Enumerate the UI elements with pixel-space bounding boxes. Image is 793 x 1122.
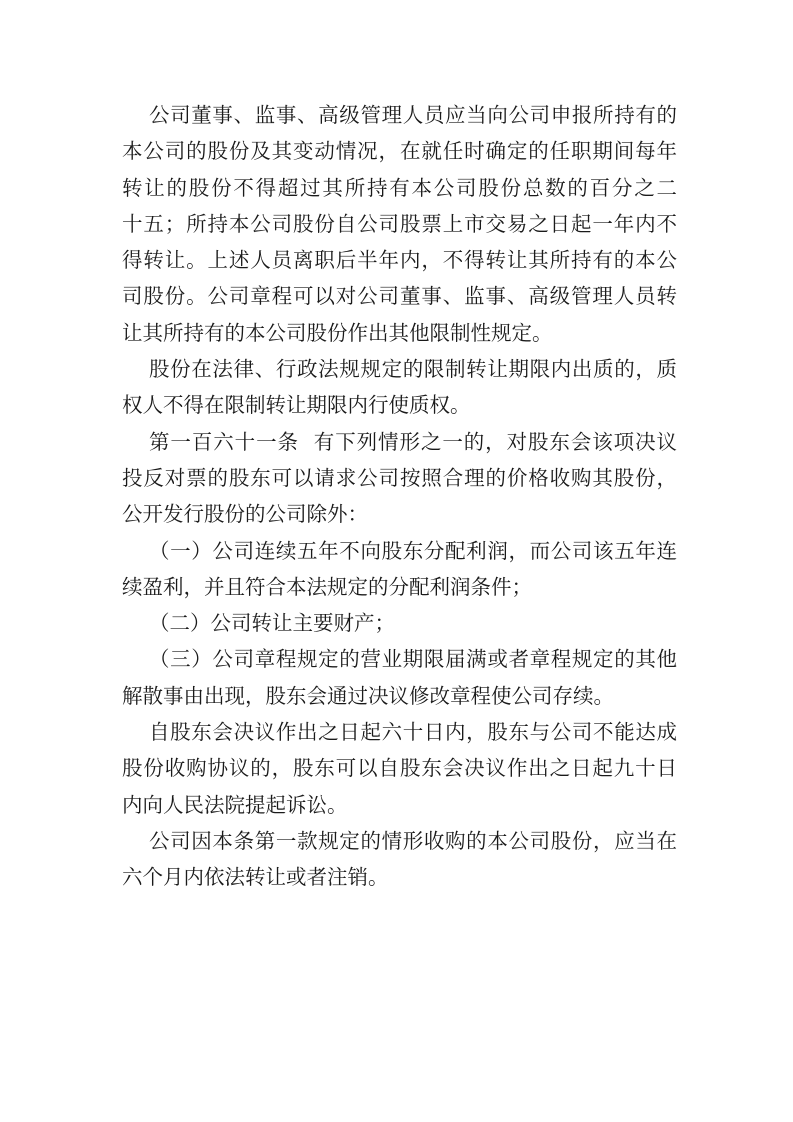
text-line: 十五；所持本公司股份自公司股票上市交易之日起一年内不 [122,211,677,236]
text-line: 股份收购协议的，股东可以自股东会决议作出之日起九十日 [122,756,677,781]
text-line: 得转让。上述人员离职后半年内，不得转让其所持有的本公 [122,248,677,273]
text-line: 公司董事、监事、高级管理人员应当向公司申报所持有的 [149,103,677,127]
text-line: 权人不得在限制转让期限内行使质权。 [122,393,471,418]
text-line: 解散事由出现，股东会通过决议修改章程使公司存续。 [122,683,614,708]
text-line: 本公司的股份及其变动情况，在就任时确定的任职期间每年 [122,139,677,164]
text-line: 六个月内依法转让或者注销。 [122,865,389,890]
text-line: 第一百六十一条 有下列情形之一的，对股东会该项决议 [149,429,677,454]
paragraph-item-3 [122,641,677,714]
text-line: （一）公司连续五年不向股东分配利润，而公司该五年连 [149,538,677,563]
paragraph-item-1 [122,533,677,606]
text-line: 公开发行股份的公司除外： [122,502,368,527]
paragraph-shareholding-restrictions [122,97,677,351]
text-line: （二）公司转让主要财产； [149,611,395,636]
text-line: 自股东会决议作出之日起六十日内，股东与公司不能达成 [149,720,677,745]
text-line: 司股份。公司章程可以对公司董事、监事、高级管理人员转 [122,284,677,309]
paragraph-item-2 [122,605,677,641]
paragraph-litigation [122,714,677,823]
paragraph-article-161 [122,424,677,533]
text-line: 内向人民法院提起诉讼。 [122,792,348,817]
paragraph-transfer-or-cancel [122,823,677,896]
text-line: 让其所持有的本公司股份作出其他限制性规定。 [122,320,553,345]
text-line: 续盈利，并且符合本法规定的分配利润条件； [122,574,532,599]
text-line: （三）公司章程规定的营业期限届满或者章程规定的其他 [149,647,677,672]
text-line: 股份在法律、行政法规规定的限制转让期限内出质的，质 [149,357,677,382]
document-body [122,97,677,896]
text-line: 转让的股份不得超过其所持有本公司股份总数的百分之二 [122,175,677,200]
paragraph-pledge [122,351,677,424]
text-line: 投反对票的股东可以请求公司按照合理的价格收购其股份， [122,465,677,490]
text-line: 公司因本条第一款规定的情形收购的本公司股份，应当在 [149,828,677,853]
